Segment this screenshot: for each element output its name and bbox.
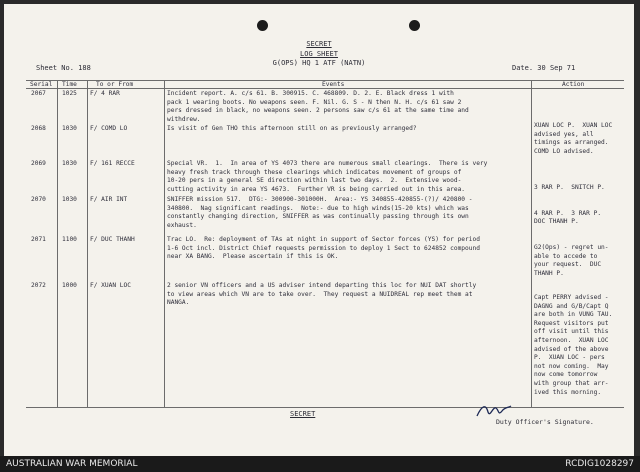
row-events: 2 senior VN officers and a US adviser intend departing this loc for NUI DAT shortly to view areas which VN are to take over. They request a NUIDREAL rep meet them at NANGA. (167, 282, 477, 307)
row-serial: 2072 (31, 282, 46, 289)
row-to-from: F/ 161 RECCE (90, 160, 135, 167)
secret-marking-bottom: SECRET (290, 410, 316, 418)
row-action: Capt PERRY advised - DAGNG and G/B/Capt Q are both in VUNG TAU. Request visitors put off visit until this afternoon. XUAN LOC advised of the above P. XUAN LOC - pers not now coming. May now come tomorrow with group that arr- ived this morning. (534, 294, 613, 396)
row-time: 1025 (62, 90, 77, 97)
date-value: 30 Sep 71 (537, 64, 576, 72)
archive-reference: RCDIG1028297 (565, 459, 634, 469)
row-time: 1100 (62, 236, 77, 243)
punch-hole (409, 20, 420, 31)
sheet-label: Sheet No. (36, 64, 74, 72)
row-to-from: F/ XUAN LOC (90, 282, 131, 289)
column-header-action: Action (562, 81, 585, 88)
sheet-number (36, 64, 91, 72)
archive-name: AUSTRALIAN WAR MEMORIAL (6, 459, 138, 469)
sheet-value: 188 (78, 64, 91, 72)
column-header-time: Time (62, 81, 77, 88)
row-time: 1030 (62, 196, 77, 203)
column-divider (87, 80, 88, 407)
row-action: XUAN LOC P. XUAN LOC advised yes, all timings as arranged. COMD LO advised. (534, 122, 613, 155)
row-to-from: F/ AIR INT (90, 196, 128, 203)
document-page (4, 4, 634, 456)
column-header-events: Events (322, 81, 345, 88)
row-events: SNIFFER mission 517. DTG:- 300900-301000H. Area:- YS 340855-420855-(?)/ 420800 - 340800. Nag significant readings. Note:- due to high winds(15-20 kts) which was constantly changing direction, SNIFFER as was continually passing through its own exhaust. (167, 196, 473, 229)
column-header-to-from: To or From (96, 81, 134, 88)
row-events: Incident report. A. c/s 61. B. 300915. C. 468809. D. 2. E. Black dress 1 with pack 1 wearing boots. No weapons seen. F. Nil. G. S - N then N. H. c/s 61 saw 2 pers dressed in black, no weapons seen. 2 persons saw c/s 61 at the same time and withdrew. (167, 90, 469, 123)
row-serial: 2068 (31, 125, 46, 132)
row-to-from: F/ 4 RAR (90, 90, 120, 97)
log-sheet-title: LOG SHEET (300, 50, 338, 58)
archive-footer-bar (0, 456, 640, 472)
unit-designation: G(OPS) HQ 1 ATF (NATN) (272, 59, 366, 67)
row-serial: 2067 (31, 90, 46, 97)
sheet-date (512, 64, 575, 72)
row-events: Special VR. 1. In area of YS 4073 there are numerous small clearings. There is very heavy fresh track through these clearings which indicates movement of groups of 10-20 pers in a general SE direction within last two days. 2. Extensive wood- cutting activity in area YS 4673. Further VR is being carried out in this area. (167, 160, 488, 193)
column-divider (164, 80, 165, 407)
duty-officer-signature-label: Duty Officer's Signature. (496, 418, 594, 426)
row-to-from: F/ COMD LO (90, 125, 128, 132)
column-divider (531, 80, 532, 407)
row-serial: 2070 (31, 196, 46, 203)
row-time: 1000 (62, 282, 77, 289)
row-serial: 2071 (31, 236, 46, 243)
table-bottom-rule (26, 407, 624, 408)
row-events: Trac LO. Re: deployment of TAs at night in support of Sector forces (YS) for period 1-6 Oct incl. District Chief requests permission to deploy 1 Sect to 624852 compound near XA BANG. Please ascertain if this is OK. (167, 236, 480, 261)
date-label: Date. (512, 64, 534, 72)
column-header-serial: Serial (30, 81, 53, 88)
column-divider (57, 80, 58, 407)
row-action: G2(Ops) - regret un- able to accede to your request. DUC THANH P. (534, 244, 609, 277)
row-to-from: F/ DUC THANH (90, 236, 135, 243)
row-events: Is visit of Gen THO this afternoon still on as previously arranged? (167, 125, 417, 132)
row-serial: 2069 (31, 160, 46, 167)
punch-hole (257, 20, 268, 31)
row-time: 1030 (62, 125, 77, 132)
row-time: 1030 (62, 160, 77, 167)
secret-marking-top: SECRET (306, 40, 332, 48)
row-action: 3 RAR P. SNITCH P. 4 RAR P. 3 RAR P. DOC THANH P. (534, 184, 605, 226)
